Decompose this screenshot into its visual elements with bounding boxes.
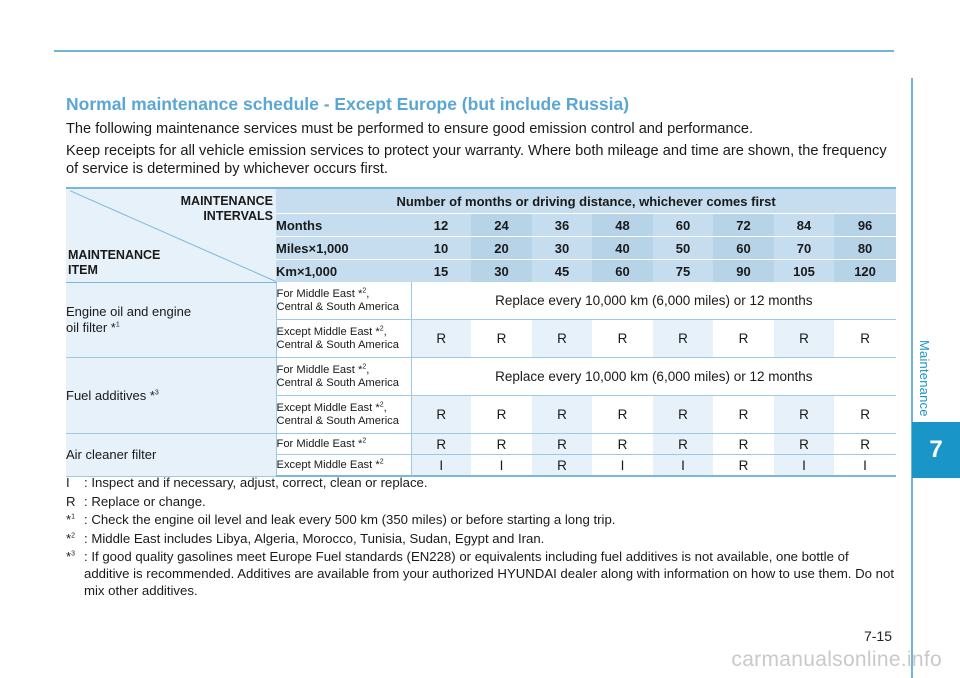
schedule-cell: I xyxy=(471,455,532,477)
schedule-cell: R xyxy=(713,320,774,358)
schedule-cell: R xyxy=(774,396,834,434)
schedule-cell: R xyxy=(653,396,713,434)
row-label-months: Months xyxy=(276,214,411,237)
schedule-cell: R xyxy=(532,396,592,434)
schedule-cell: R xyxy=(532,455,592,477)
schedule-cell: R xyxy=(653,434,713,455)
top-rule xyxy=(54,50,894,52)
schedule-cell: R xyxy=(653,320,713,358)
schedule-cell: R xyxy=(713,396,774,434)
schedule-cell: R xyxy=(834,320,896,358)
schedule-cell: R xyxy=(592,320,653,358)
km-value: 15 xyxy=(411,260,471,283)
row-label-km: Km×1,000 xyxy=(276,260,411,283)
footnote-3: *$^3$ : If good quality gasolines meet Europe Fuel standards (EN228) or equivalents including fuel additives is not available, one bottle of additive is recommended. Additives are available from your authorized HYUNDAI dealer along with information on how to use them. Do not mix other additives. xyxy=(66,549,894,598)
miles-value: 50 xyxy=(653,237,713,260)
schedule-cell: R xyxy=(713,455,774,477)
months-value: 60 xyxy=(653,214,713,237)
sidebar-section-label: Maintenance xyxy=(917,340,932,417)
km-value: 75 xyxy=(653,260,713,283)
months-value: 72 xyxy=(713,214,774,237)
months-value: 36 xyxy=(532,214,592,237)
schedule-cell: R xyxy=(411,396,471,434)
miles-value: 10 xyxy=(411,237,471,260)
months-value: 48 xyxy=(592,214,653,237)
footnote-2: *$^2$ : Middle East includes Libya, Algeria, Morocco, Tunisia, Sudan, Egypt and Iran. xyxy=(66,530,545,546)
item-fuel-additives: Fuel additives *$^3$ xyxy=(66,358,276,434)
miles-value: 30 xyxy=(532,237,592,260)
sub-condition: For Middle East *$^2$ xyxy=(276,434,411,455)
miles-value: 40 xyxy=(592,237,653,260)
months-value: 84 xyxy=(774,214,834,237)
corner-item-label: MAINTENANCE ITEM xyxy=(68,247,161,277)
legend-entry: R : Replace or change. xyxy=(66,493,206,509)
schedule-cell: R xyxy=(471,320,532,358)
schedule-cell: I xyxy=(592,455,653,477)
table-corner-header xyxy=(66,188,276,282)
schedule-cell: R xyxy=(411,320,471,358)
miles-value: 60 xyxy=(713,237,774,260)
chapter-tab: 7 xyxy=(912,422,960,478)
sub-condition: For Middle East *$^2$, Central & South America xyxy=(276,282,411,320)
schedule-cell: R xyxy=(471,434,532,455)
intro-paragraph-2: Keep receipts for all vehicle emission services to protect your warranty. Where both mileage and time are shown, the frequency of service is determined by whichever occurs first. xyxy=(66,143,887,177)
schedule-cell: R xyxy=(774,434,834,455)
schedule-cell: R xyxy=(471,396,532,434)
legend xyxy=(66,474,896,601)
miles-value: 20 xyxy=(471,237,532,260)
months-value: 96 xyxy=(834,214,896,237)
schedule-cell: R xyxy=(592,434,653,455)
km-value: 45 xyxy=(532,260,592,283)
schedule-cell: I xyxy=(774,455,834,477)
miles-value: 70 xyxy=(774,237,834,260)
schedule-cell: R xyxy=(532,320,592,358)
km-value: 105 xyxy=(774,260,834,283)
interval-note: Replace every 10,000 km (6,000 miles) or 12 months xyxy=(411,358,896,396)
km-value: 60 xyxy=(592,260,653,283)
watermark: carmanualsonline.info xyxy=(731,648,942,671)
sub-condition: Except Middle East *$^2$, Central & South America xyxy=(276,320,411,358)
corner-intervals-label: MAINTENANCE INTERVALS xyxy=(180,194,273,223)
legend-entry: I : Inspect and if necessary, adjust, correct, clean or replace. xyxy=(66,475,428,490)
interval-header: Number of months or driving distance, whichever comes first xyxy=(276,188,896,214)
sub-condition: For Middle East *$^2$, Central & South America xyxy=(276,358,411,396)
sidebar-rule xyxy=(911,78,913,678)
item-engine-oil: Engine oil and engine oil filter *$^1$ xyxy=(66,282,276,358)
schedule-cell: R xyxy=(834,396,896,434)
schedule-cell: I xyxy=(834,455,896,477)
km-value: 90 xyxy=(713,260,774,283)
schedule-cell: R xyxy=(411,434,471,455)
item-air-cleaner-filter: Air cleaner filter xyxy=(66,434,276,477)
schedule-cell: I xyxy=(411,455,471,477)
schedule-cell: R xyxy=(532,434,592,455)
km-value: 120 xyxy=(834,260,896,283)
footnote-1: *$^1$ : Check the engine oil level and leak every 500 km (350 miles) or before starting a long trip. xyxy=(66,512,616,527)
maintenance-schedule-table xyxy=(66,187,896,477)
schedule-cell: R xyxy=(774,320,834,358)
sub-condition: Except Middle East *$^2$, Central & South America xyxy=(276,396,411,434)
intro-paragraph-1: The following maintenance services must be performed to ensure good emission control and performance. xyxy=(66,121,754,137)
months-value: 12 xyxy=(411,214,471,237)
km-value: 30 xyxy=(471,260,532,283)
sub-condition: Except Middle East *$^2$ xyxy=(276,455,411,477)
schedule-cell: R xyxy=(834,434,896,455)
schedule-cell: R xyxy=(713,434,774,455)
schedule-cell: R xyxy=(592,396,653,434)
months-value: 24 xyxy=(471,214,532,237)
interval-note: Replace every 10,000 km (6,000 miles) or 12 months xyxy=(411,282,896,320)
row-label-miles: Miles×1,000 xyxy=(276,237,411,260)
miles-value: 80 xyxy=(834,237,896,260)
schedule-cell: I xyxy=(653,455,713,477)
page-number: 7-15 xyxy=(863,628,892,644)
page-title: Normal maintenance schedule - Except Europe (but include Russia) xyxy=(66,94,630,114)
